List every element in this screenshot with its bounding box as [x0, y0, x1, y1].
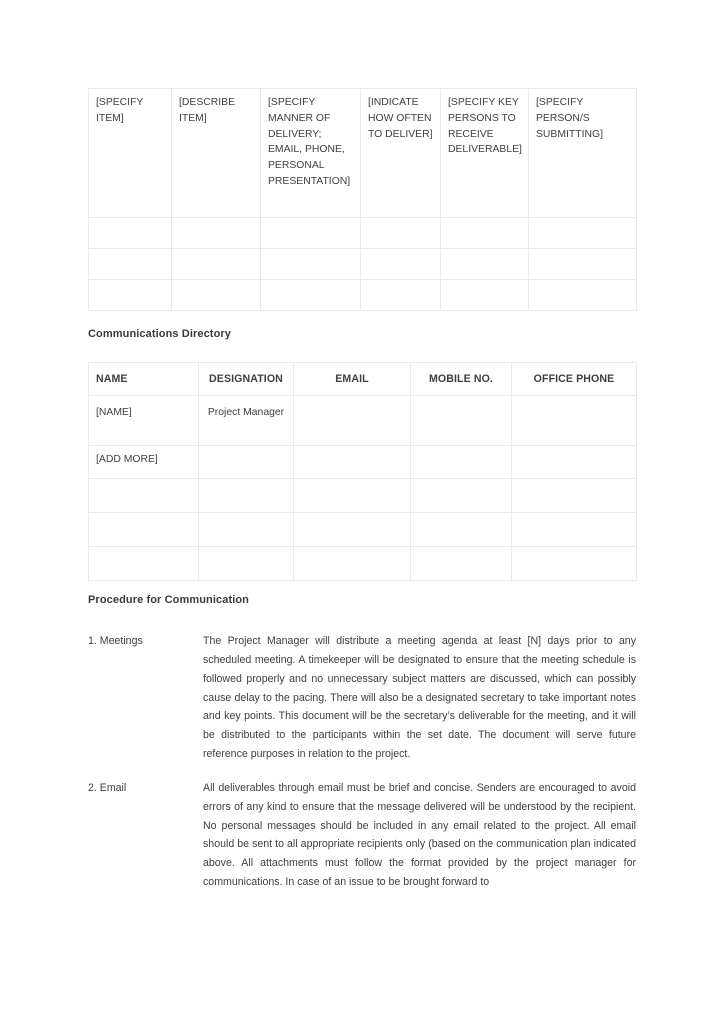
procedure-item-body: All deliverables through email must be brief and concise. Senders are encouraged to avoid errors of any kind to ensure that the message delivered will be understood by the recipient. No personal messages should be included in any email related to the project. All email should be sent to all appropriate recipients only (based on the communication plan indicated above. All attachments must follow the format provided by the project manager for communications. In case of an issue to be brought forward to [203, 781, 636, 889]
directory-cell-name[interactable]: [NAME] [89, 396, 199, 446]
deliverables-cell-frequency[interactable]: [INDICATE HOW OFTEN TO DELIVER] [361, 89, 441, 218]
directory-cell-mobile[interactable] [411, 547, 512, 581]
directory-cell-email[interactable] [294, 446, 411, 479]
deliverables-empty-cell[interactable] [529, 249, 637, 280]
deliverables-empty-cell[interactable] [361, 280, 441, 311]
deliverables-empty-cell[interactable] [172, 249, 261, 280]
deliverables-empty-cell[interactable] [89, 249, 172, 280]
directory-cell-office-phone[interactable] [512, 513, 637, 547]
directory-cell-designation[interactable]: Project Manager [199, 396, 294, 446]
deliverables-empty-cell[interactable] [261, 280, 361, 311]
table-row [89, 89, 637, 218]
directory-cell-mobile[interactable] [411, 513, 512, 547]
deliverables-cell-specify-item[interactable]: [SPECIFY ITEM] [89, 89, 172, 218]
procedure-list [88, 632, 636, 907]
deliverables-cell-describe-item[interactable]: [DESCRIBE ITEM] [172, 89, 261, 218]
procedure-item-email [88, 779, 636, 892]
deliverables-cell-manner-of-delivery[interactable]: [SPECIFY MANNER OF DELIVERY; EMAIL, PHONE, PERSONAL PRESENTATION] [261, 89, 361, 218]
directory-cell-mobile[interactable] [411, 446, 512, 479]
table-header-row [89, 363, 637, 396]
directory-cell-email[interactable] [294, 396, 411, 446]
deliverables-empty-cell[interactable] [441, 280, 529, 311]
deliverables-empty-cell[interactable] [89, 280, 172, 311]
directory-cell-designation[interactable] [199, 479, 294, 513]
communications-directory-heading: Communications Directory [88, 328, 231, 340]
directory-cell-name[interactable] [89, 547, 199, 581]
deliverables-empty-cell[interactable] [172, 218, 261, 249]
directory-cell-designation[interactable] [199, 446, 294, 479]
procedure-item-meetings [88, 632, 636, 764]
deliverables-cell-key-persons[interactable]: [SPECIFY KEY PERSONS TO RECEIVE DELIVERABLE] [441, 89, 529, 218]
directory-cell-mobile[interactable] [411, 479, 512, 513]
table-row [89, 249, 637, 280]
directory-cell-designation[interactable] [199, 547, 294, 581]
directory-header-mobile-no: MOBILE NO. [411, 363, 512, 396]
directory-cell-office-phone[interactable] [512, 446, 637, 479]
deliverables-empty-cell[interactable] [261, 218, 361, 249]
table-row [89, 446, 637, 479]
deliverables-empty-cell[interactable] [361, 249, 441, 280]
table-row [89, 479, 637, 513]
directory-cell-name[interactable] [89, 479, 199, 513]
directory-cell-email[interactable] [294, 547, 411, 581]
directory-header-name: NAME [89, 363, 199, 396]
deliverables-table [88, 88, 637, 311]
deliverables-empty-cell[interactable] [172, 280, 261, 311]
directory-cell-mobile[interactable] [411, 396, 512, 446]
table-row [89, 513, 637, 547]
directory-header-office-phone: OFFICE PHONE [512, 363, 637, 396]
table-row [89, 280, 637, 311]
directory-cell-designation[interactable] [199, 513, 294, 547]
directory-cell-name[interactable] [89, 513, 199, 547]
procedure-for-communication-heading: Procedure for Communication [88, 594, 249, 606]
deliverables-cell-submitting-person[interactable]: [SPECIFY PERSON/S SUBMITTING] [529, 89, 637, 218]
directory-header-email: EMAIL [294, 363, 411, 396]
directory-cell-office-phone[interactable] [512, 396, 637, 446]
communications-directory-table [88, 362, 637, 581]
procedure-item-label: 1. Meetings [88, 635, 143, 647]
directory-cell-email[interactable] [294, 479, 411, 513]
directory-cell-office-phone[interactable] [512, 547, 637, 581]
table-row [89, 218, 637, 249]
deliverables-empty-cell[interactable] [441, 249, 529, 280]
deliverables-empty-cell[interactable] [361, 218, 441, 249]
procedure-item-label: 2. Email [88, 781, 127, 794]
table-row [89, 547, 637, 581]
directory-cell-office-phone[interactable] [512, 479, 637, 513]
deliverables-empty-cell[interactable] [89, 218, 172, 249]
directory-cell-email[interactable] [294, 513, 411, 547]
table-row [89, 396, 637, 446]
deliverables-empty-cell[interactable] [529, 218, 637, 249]
procedure-item-body: The Project Manager will distribute a meeting agenda at least [N] days prior to any scheduled meeting. A timekeeper will be designated to ensure that the meeting schedule is followed properly and no unnecessary subject matters are discussed, which can possibly cause delay to the pacing. There will also be a designated secretary to take important notes and key points. This document will be the secretary’s deliverable for the meeting, and it will be distributed to the participants within the set date. The document will serve future reference purposes in relation to the project. [203, 635, 636, 761]
deliverables-empty-cell[interactable] [261, 249, 361, 280]
deliverables-empty-cell[interactable] [441, 218, 529, 249]
directory-cell-name[interactable]: [ADD MORE] [89, 446, 199, 479]
deliverables-empty-cell[interactable] [529, 280, 637, 311]
directory-header-designation: DESIGNATION [199, 363, 294, 396]
